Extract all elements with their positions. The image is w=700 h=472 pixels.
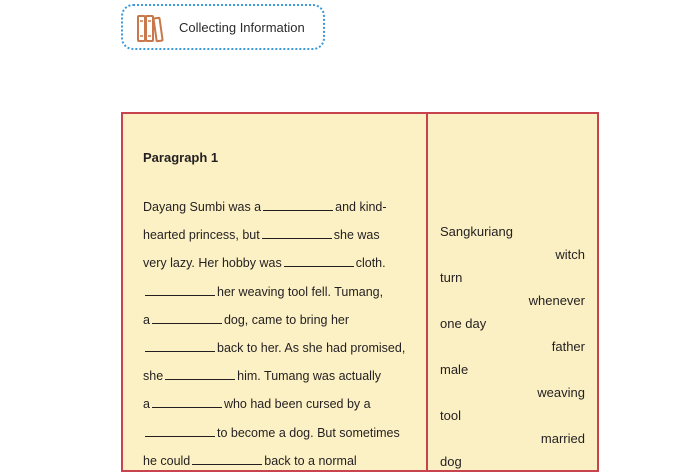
word-bank-item: father [551, 339, 585, 354]
line-text-after: and kind- [335, 200, 387, 214]
answer-blank[interactable] [145, 424, 215, 437]
word-bank-item: tool [440, 408, 461, 423]
word-bank-item: Sangkuriang [440, 224, 513, 239]
answer-blank[interactable] [165, 367, 235, 380]
paragraph-line [143, 283, 413, 300]
line-text-after: to become a dog. But sometimes [217, 425, 400, 440]
paragraph-line [143, 311, 413, 328]
paragraph-panel [123, 114, 428, 470]
line-text-before: she [143, 369, 164, 384]
line-text-before: a [143, 397, 150, 412]
answer-blank[interactable] [145, 339, 215, 352]
paragraph-heading: Paragraph 1 [143, 150, 219, 165]
line-text-after: who had been cursed by a [223, 397, 371, 412]
word-bank-item: turn [440, 270, 463, 285]
word-bank-item: whenever [528, 293, 585, 308]
word-bank-panel [428, 114, 597, 470]
paragraph-line [143, 254, 413, 271]
answer-blank[interactable] [152, 311, 222, 324]
answer-blank[interactable] [263, 198, 333, 211]
line-text-before: hearted princess, but [143, 228, 260, 243]
word-bank-item: witch [555, 247, 585, 262]
line-text-before: Dayang Sumbi was a [143, 200, 262, 214]
paragraph-line [143, 452, 413, 469]
answer-blank[interactable] [145, 283, 215, 296]
answer-blank[interactable] [152, 395, 222, 408]
paragraph-line [143, 198, 413, 215]
line-text-after: back to a normal [264, 453, 357, 468]
line-text-after: her weaving tool fell. Tumang, [217, 284, 384, 299]
answer-blank[interactable] [192, 452, 262, 465]
answer-blank[interactable] [284, 254, 354, 267]
line-text-before: he could [143, 453, 191, 468]
paragraph-line [143, 339, 413, 356]
word-bank-item: dog [440, 454, 462, 469]
answer-blank[interactable] [262, 226, 332, 239]
line-text-after: cloth. [355, 256, 386, 271]
paragraph-line [143, 226, 413, 243]
word-bank-item: married [540, 431, 585, 446]
line-text-after: back to her. As she had promised, [217, 341, 406, 355]
paragraph-line [143, 424, 413, 441]
word-bank-item: one day [440, 316, 487, 331]
section-title: Collecting Information [179, 20, 305, 35]
line-text-after: dog, came to bring her [223, 312, 350, 327]
paragraph-line [143, 367, 413, 384]
word-bank-item: weaving [537, 385, 585, 400]
line-text-after: him. Tumang was actually [237, 369, 381, 384]
section-header [121, 4, 325, 50]
paragraph-line [143, 395, 413, 412]
word-bank-item: male [440, 362, 469, 377]
line-text-after: she was [333, 228, 380, 243]
line-text-before: very lazy. Her hobby was [143, 256, 282, 271]
fill-in-exercise [121, 112, 599, 472]
books-icon [135, 12, 167, 44]
line-text-before: a [143, 312, 150, 327]
